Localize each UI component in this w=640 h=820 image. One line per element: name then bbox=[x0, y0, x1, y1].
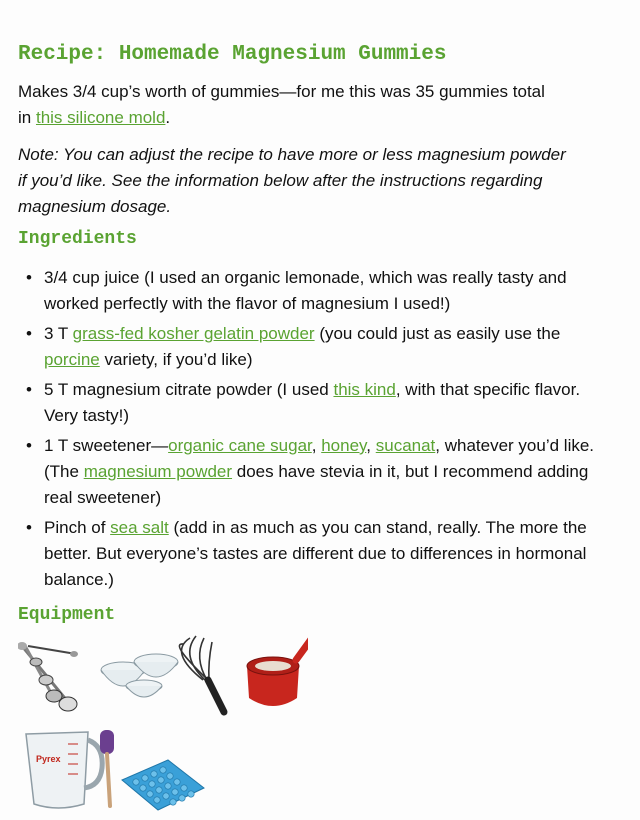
equipment-image-row-1[interactable] bbox=[18, 632, 308, 722]
ingredient-text: (add in as much as you can stand, really. The more the better. But everyone’s tastes are different due to differences in hormonal balance.) bbox=[44, 518, 587, 589]
equipment-image-row-2[interactable] bbox=[18, 724, 208, 814]
honey-link[interactable]: honey bbox=[321, 436, 367, 455]
red-saucepan-icon bbox=[247, 638, 308, 706]
equipment-heading: Equipment bbox=[18, 605, 116, 625]
sea-salt-link[interactable]: sea salt bbox=[110, 518, 169, 537]
separator: , bbox=[311, 436, 322, 455]
intro-period: . bbox=[165, 108, 171, 127]
ingredient-text: 5 T magnesium citrate powder (I used bbox=[44, 380, 334, 399]
measuring-spoons-icon bbox=[18, 642, 78, 711]
recipe-title: Recipe: Homemade Magnesium Gummies bbox=[18, 43, 447, 66]
ingredients-heading: Ingredients bbox=[18, 229, 137, 249]
list-item bbox=[44, 515, 604, 593]
ingredient-juice: 3/4 cup juice (I used an organic lemonade, which was really tasty and worked perfectly with the flavor of magnesium I used!) bbox=[44, 268, 567, 313]
silicone-mold-link[interactable]: this silicone mold bbox=[35, 108, 166, 127]
ingredient-text: , whatever you’d like. (The bbox=[44, 436, 595, 481]
gummy-mold-icon bbox=[122, 760, 204, 810]
ingredients-list bbox=[18, 265, 604, 597]
equipment-row-1 bbox=[18, 632, 308, 722]
ingredient-text: variety, if you’d like) bbox=[99, 350, 253, 369]
ingredient-text: (you could just as easily use the bbox=[314, 324, 561, 343]
ingredient-text: does have stevia in it, but I recommend adding real sweetener) bbox=[44, 462, 589, 507]
equipment-row-2 bbox=[18, 724, 208, 814]
sucanat-link[interactable]: sucanat bbox=[375, 436, 436, 455]
whisk-icon bbox=[179, 636, 224, 712]
porcine-link[interactable]: porcine bbox=[44, 350, 100, 369]
this-kind-link[interactable]: this kind bbox=[333, 380, 396, 399]
measuring-cup-icon bbox=[26, 732, 102, 808]
ingredient-text: 3 T bbox=[44, 324, 73, 343]
separator: , bbox=[366, 436, 376, 455]
gelatin-link[interactable]: grass-fed kosher gelatin powder bbox=[72, 324, 315, 343]
list-item bbox=[44, 433, 604, 511]
list-item bbox=[44, 377, 604, 429]
pyrex-label: Pyrex bbox=[36, 754, 61, 764]
ingredient-text: , with that specific flavor. Very tasty!) bbox=[44, 380, 581, 425]
glass-bowls-icon bbox=[101, 654, 178, 697]
ingredient-text: Pinch of bbox=[44, 518, 111, 537]
list-item bbox=[44, 265, 604, 317]
recipe-intro bbox=[18, 79, 558, 131]
list-item bbox=[44, 321, 604, 373]
magnesium-powder-link[interactable]: magnesium powder bbox=[83, 462, 233, 481]
cane-sugar-link[interactable]: organic cane sugar bbox=[168, 436, 312, 455]
ingredient-text: 1 T sweetener— bbox=[44, 436, 169, 455]
recipe-note: Note: You can adjust the recipe to have more or less magnesium powder if you’d like. See the information below after the instructions regarding magnesium dosage. bbox=[18, 145, 566, 216]
intro-text: Makes 3/4 cup’s worth of gummies—for me this was 35 gummies total in bbox=[18, 82, 545, 127]
